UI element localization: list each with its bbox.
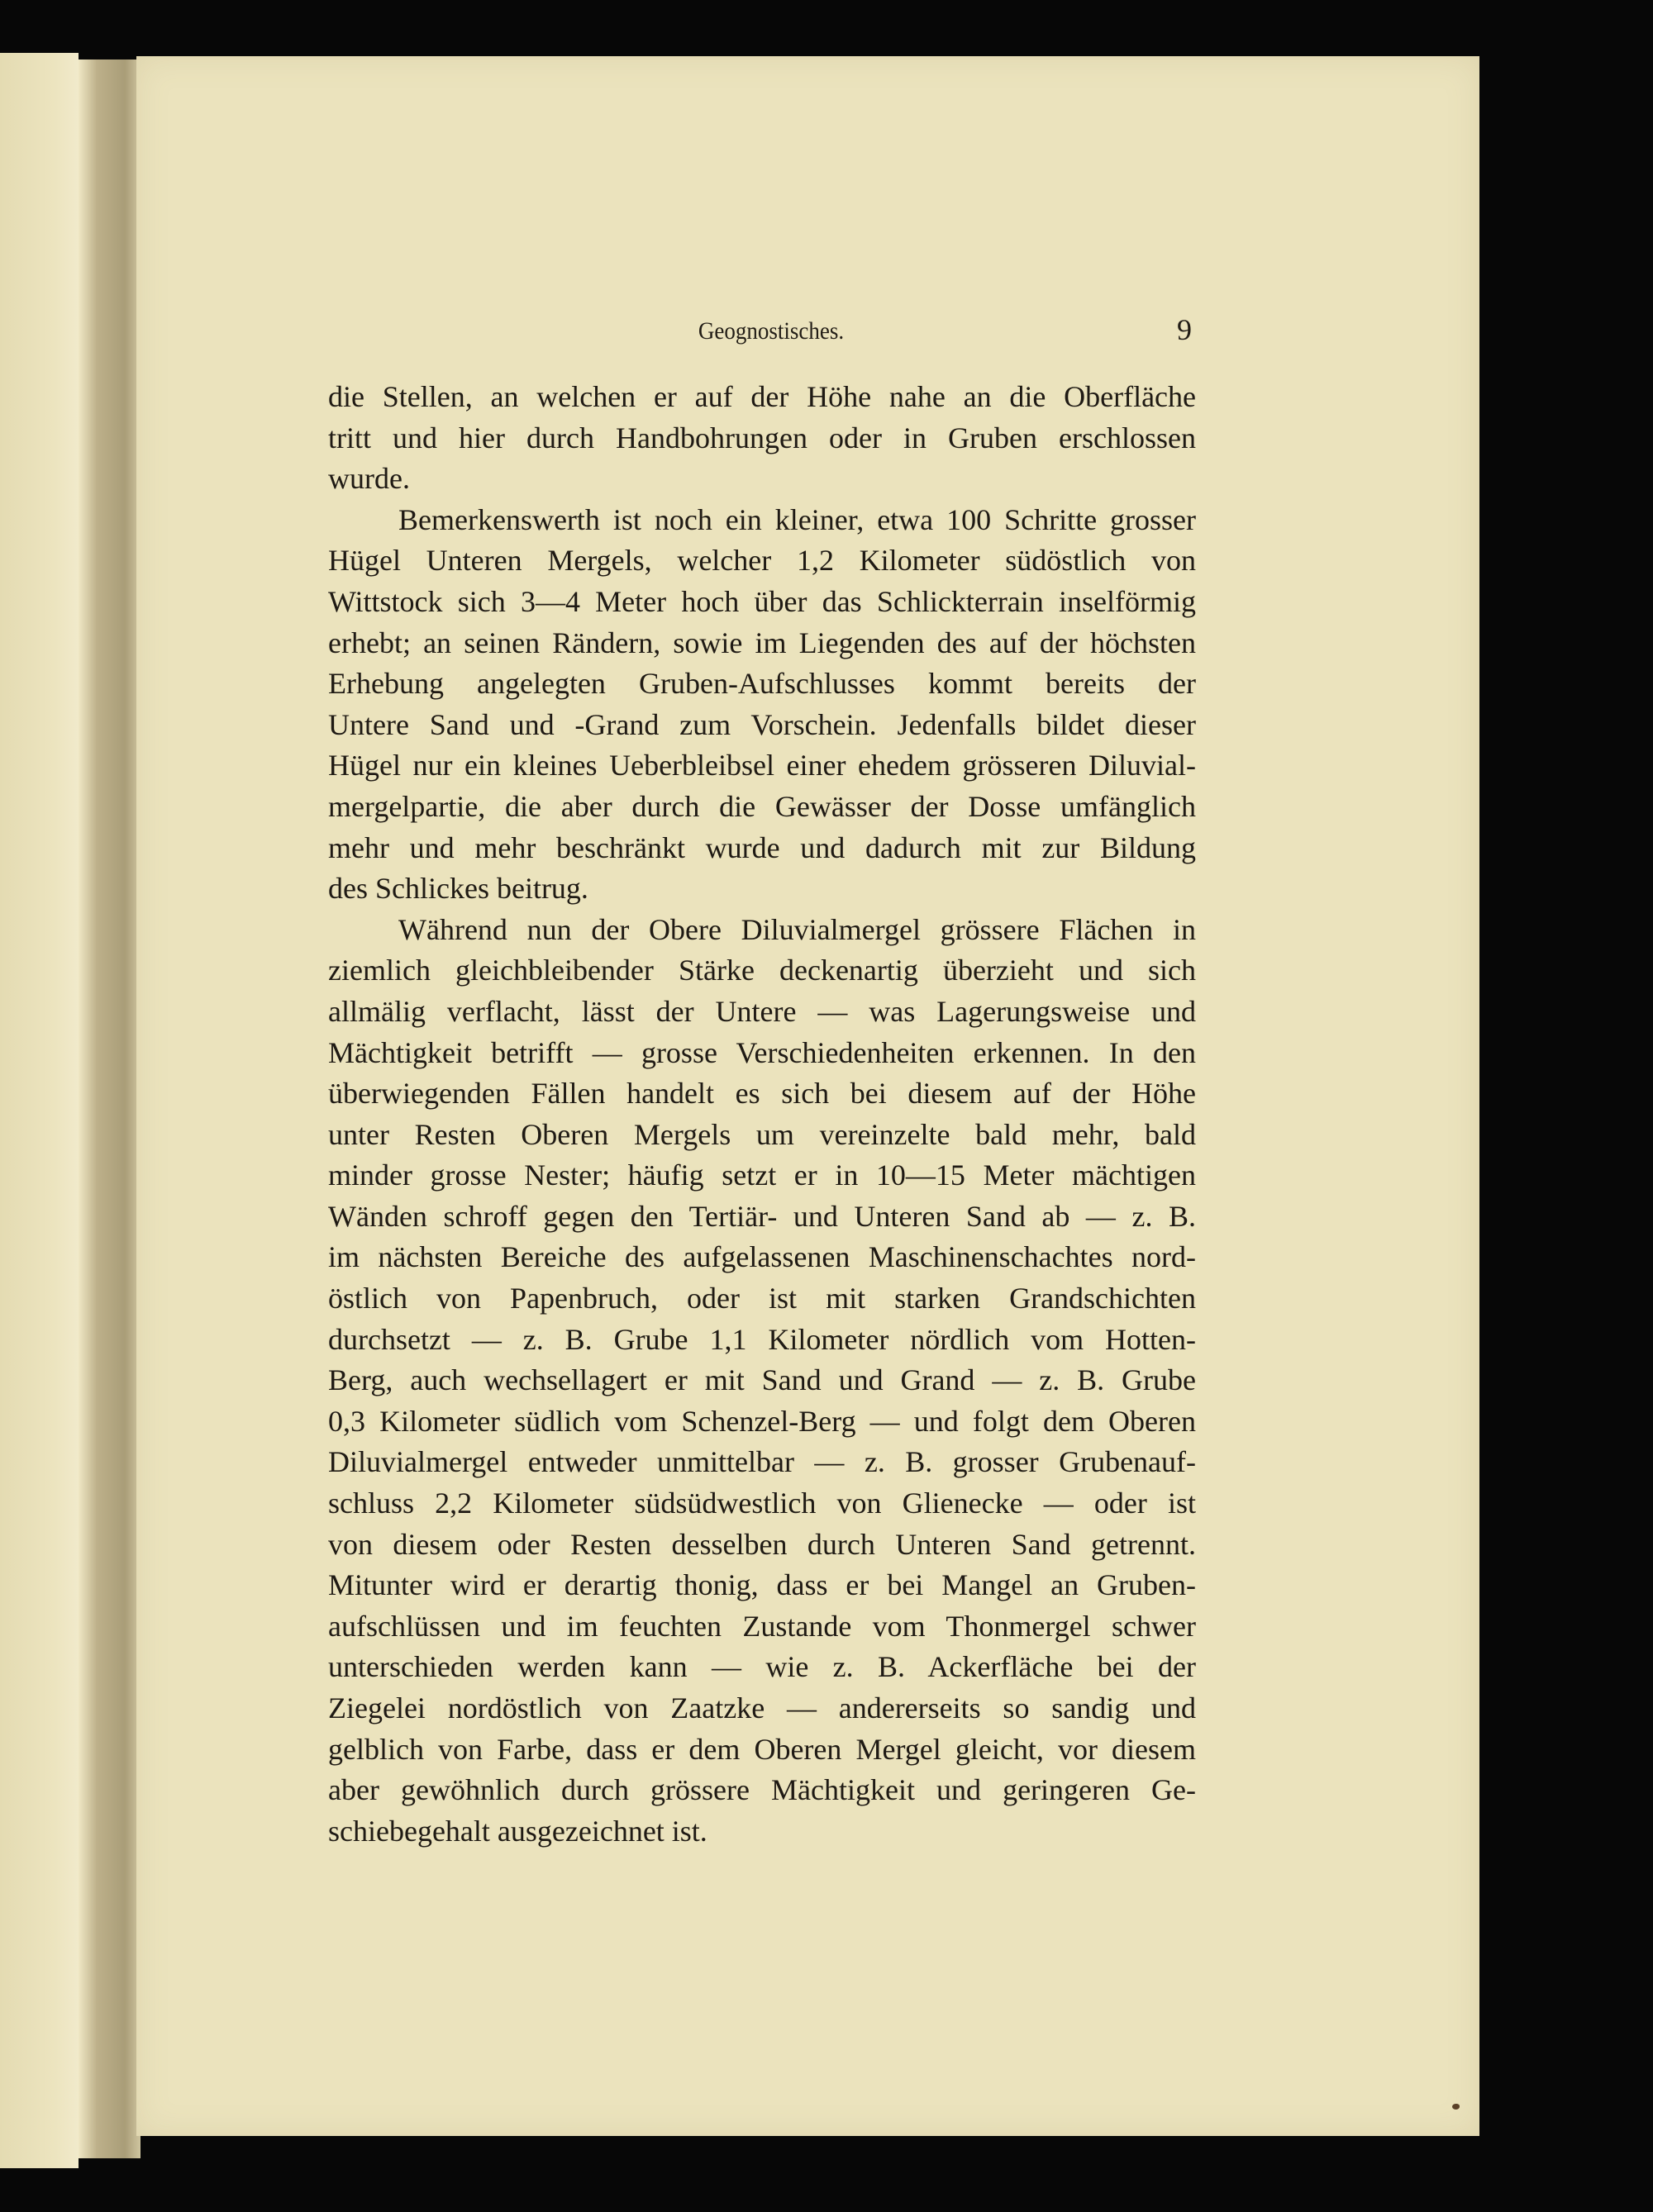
text-line: Untere Sand und -Grand zum Vorschein. Jedenfalls bildet dieser bbox=[328, 707, 1196, 741]
text-line: Während nun der Obere Diluvialmergel grössere Flächen in bbox=[398, 912, 1196, 946]
text-line: Berg, auch wechsellagert er mit Sand und Grand — z. B. Grube bbox=[328, 1363, 1196, 1397]
text-line: gelblich von Farbe, dass er dem Oberen Mergel gleicht, vor diesem bbox=[328, 1732, 1196, 1766]
text-line: Ziegelei nordöstlich von Zaatzke — andererseits so sandig und bbox=[328, 1691, 1196, 1724]
text-line: unter Resten Oberen Mergels um vereinzelte bald mehr, bald bbox=[328, 1117, 1196, 1151]
text-line: Erhebung angelegten Gruben-Aufschlusses kommt bereits der bbox=[328, 667, 1196, 701]
previous-page-edge bbox=[0, 53, 79, 2168]
text-line: allmälig verflacht, lässt der Untere — was Lagerungsweise und bbox=[328, 994, 1196, 1028]
text-line: ziemlich gleichbleibender Stärke deckenartig überzieht und sich bbox=[328, 954, 1196, 987]
paper-speck bbox=[1452, 2104, 1460, 2110]
text-line: tritt und hier durch Handbohrungen oder in Gruben erschlossen bbox=[328, 421, 1196, 454]
text-line: wurde. bbox=[328, 462, 410, 496]
running-header-title: Geognostisches. bbox=[698, 317, 845, 345]
text-line: 0,3 Kilometer südlich vom Schenzel-Berg — und folgt dem Oberen bbox=[328, 1404, 1196, 1438]
book-gutter-shadow bbox=[79, 59, 141, 2158]
text-line: Hügel nur ein kleines Ueberbleibsel einer ehedem grösseren Diluvial- bbox=[328, 749, 1196, 783]
paragraph bbox=[328, 910, 1196, 1853]
text-line: mergelpartie, die aber durch die Gewässer der Dosse umfänglich bbox=[328, 789, 1196, 823]
text-line: minder grosse Nester; häufig setzt er in 10—15 Meter mächtigen bbox=[328, 1158, 1196, 1192]
text-line: Wittstock sich 3—4 Meter hoch über das Schlickterrain inselförmig bbox=[328, 584, 1196, 618]
text-line: östlich von Papenbruch, oder ist mit starken Grandschichten bbox=[328, 1282, 1196, 1315]
text-line: überwiegenden Fällen handelt es sich bei diesem auf der Höhe bbox=[328, 1077, 1196, 1111]
text-line: mehr und mehr beschränkt wurde und dadurch mit zur Bildung bbox=[328, 830, 1196, 864]
text-line: Wänden schroff gegen den Tertiär- und Unteren Sand ab — z. B. bbox=[328, 1199, 1196, 1233]
paragraph bbox=[328, 500, 1196, 910]
text-line: schluss 2,2 Kilometer südsüdwestlich von Glienecke — oder ist bbox=[328, 1487, 1196, 1520]
text-line: von diesem oder Resten desselben durch Unteren Sand getrennt. bbox=[328, 1527, 1196, 1561]
text-line: schiebegehalt ausgezeichnet ist. bbox=[328, 1814, 707, 1848]
text-line: Mächtigkeit betrifft — grosse Verschiedenheiten erkennen. In den bbox=[328, 1035, 1196, 1069]
body-text bbox=[328, 377, 1196, 1852]
paragraph bbox=[328, 377, 1196, 500]
text-line: Diluvialmergel entweder unmittelbar — z. B. grosser Grubenauf- bbox=[328, 1445, 1196, 1479]
text-line: unterschieden werden kann — wie z. B. Ackerfläche bei der bbox=[328, 1650, 1196, 1684]
text-line: Hügel Unteren Mergels, welcher 1,2 Kilometer südöstlich von bbox=[328, 544, 1196, 578]
text-line: im nächsten Bereiche des aufgelassenen Maschinenschachtes nord- bbox=[328, 1240, 1196, 1274]
text-line: Bemerkenswerth ist noch ein kleiner, etwa 100 Schritte grosser bbox=[398, 502, 1196, 536]
text-line: erhebt; an seinen Rändern, sowie im Liegenden des auf der höchsten bbox=[328, 626, 1196, 659]
text-line: aber gewöhnlich durch grössere Mächtigkeit und geringeren Ge- bbox=[328, 1773, 1196, 1807]
text-line: Mitunter wird er derartig thonig, dass er bei Mangel an Gruben- bbox=[328, 1568, 1196, 1602]
text-line: durchsetzt — z. B. Grube 1,1 Kilometer nördlich vom Hotten- bbox=[328, 1322, 1196, 1356]
text-line: des Schlickes beitrug. bbox=[328, 872, 588, 906]
page-number: 9 bbox=[1177, 313, 1192, 346]
text-line: aufschlüssen und im feuchten Zustande vom Thonmergel schwer bbox=[328, 1609, 1196, 1643]
text-line: die Stellen, an welchen er auf der Höhe nahe an die Oberfläche bbox=[328, 380, 1196, 413]
